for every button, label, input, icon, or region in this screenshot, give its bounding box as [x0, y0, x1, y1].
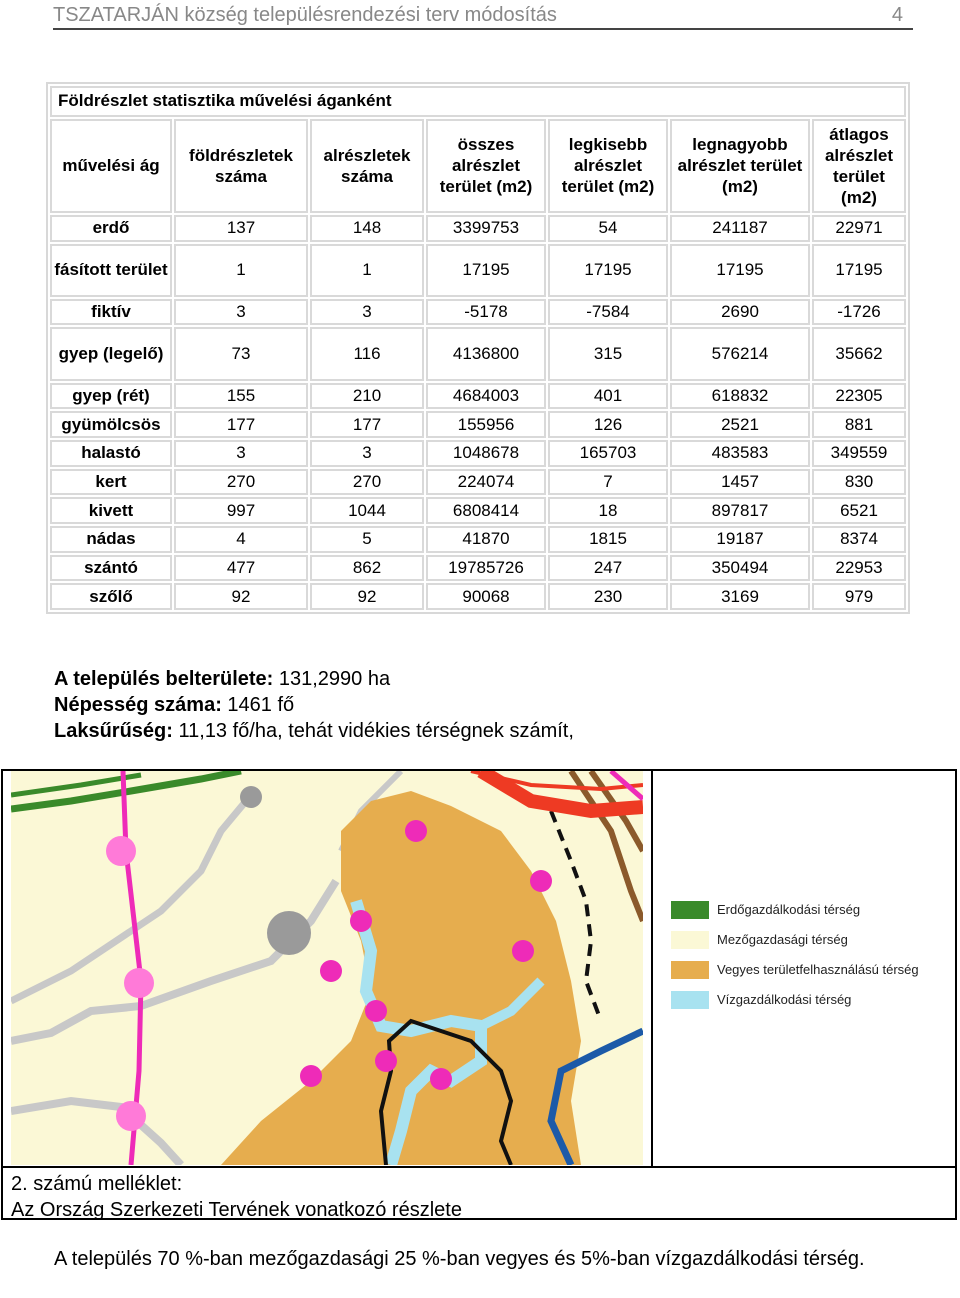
table-cell: 5 — [310, 526, 424, 553]
map-illustration — [11, 771, 643, 1165]
laksuruseg-line — [54, 718, 574, 744]
map-figure — [1, 769, 957, 1220]
table-cell: 1048678 — [426, 440, 546, 467]
table-cell: 41870 — [426, 526, 546, 553]
table-cell: 3 — [174, 299, 308, 326]
table-cell: 979 — [812, 583, 906, 610]
table-cell: 17195 — [812, 244, 906, 297]
table-row — [50, 244, 906, 297]
column-header: átlagos alrészlet terület (m2) — [812, 119, 906, 213]
table-cell: 830 — [812, 469, 906, 496]
table-cell: 90068 — [426, 583, 546, 610]
legend-label: Mezőgazdasági térség — [717, 932, 848, 947]
row-header-cell: nádas — [50, 526, 172, 553]
table-cell: 350494 — [670, 555, 810, 582]
table-cell: 230 — [548, 583, 668, 610]
table-cell: 1457 — [670, 469, 810, 496]
table-cell: 155956 — [426, 411, 546, 438]
structure-plan-map — [11, 771, 643, 1165]
table-row — [50, 583, 906, 610]
table-cell: 3 — [174, 440, 308, 467]
table-cell: 19187 — [670, 526, 810, 553]
table-cell: 17195 — [426, 244, 546, 297]
table-cell: 22971 — [812, 215, 906, 242]
table-cell: 270 — [174, 469, 308, 496]
legend-swatch-agriculture — [671, 931, 709, 949]
table-cell: 4684003 — [426, 383, 546, 410]
table-cell: -5178 — [426, 299, 546, 326]
table-cell: 349559 — [812, 440, 906, 467]
table-cell: 4 — [174, 526, 308, 553]
statistics-table — [46, 82, 910, 614]
table-cell: 17195 — [670, 244, 810, 297]
legend-swatch-mixed — [671, 961, 709, 979]
map-caption — [11, 1171, 462, 1223]
table-cell: 126 — [548, 411, 668, 438]
table-cell: 155 — [174, 383, 308, 410]
table-cell: 116 — [310, 327, 424, 380]
table-cell: 19785726 — [426, 555, 546, 582]
table-cell: 247 — [548, 555, 668, 582]
table-cell: 1815 — [548, 526, 668, 553]
table-cell: 137 — [174, 215, 308, 242]
table-cell: 3169 — [670, 583, 810, 610]
table-row — [50, 440, 906, 467]
table-cell: 401 — [548, 383, 668, 410]
table-cell: -7584 — [548, 299, 668, 326]
table-cell: 4136800 — [426, 327, 546, 380]
nepesseg-line — [54, 692, 574, 718]
table-cell: 92 — [174, 583, 308, 610]
legend-label: Erdőgazdálkodási térség — [717, 902, 861, 917]
table-cell: 1 — [174, 244, 308, 297]
table-cell: 881 — [812, 411, 906, 438]
legend-item — [671, 929, 941, 959]
legend-item — [671, 899, 941, 929]
table-cell: 997 — [174, 497, 308, 524]
table-cell: 862 — [310, 555, 424, 582]
belterulet-value: 131,2990 ha — [273, 668, 391, 690]
row-header-cell: gyep (legelő) — [50, 327, 172, 380]
table-cell: 897817 — [670, 497, 810, 524]
table-cell: 3 — [310, 440, 424, 467]
legend-swatch-water — [671, 991, 709, 1009]
table-cell: 177 — [174, 411, 308, 438]
row-header-cell: gyümölcsös — [50, 411, 172, 438]
table-cell: 618832 — [670, 383, 810, 410]
table-cell: 6808414 — [426, 497, 546, 524]
table-cell: 165703 — [548, 440, 668, 467]
document-title: TSZATARJÁN község településrendezési terv módosítás — [53, 4, 557, 26]
column-header: legkisebb alrészlet terület (m2) — [548, 119, 668, 213]
page-number: 4 — [891, 4, 903, 26]
table-cell: 241187 — [670, 215, 810, 242]
table-row — [50, 411, 906, 438]
row-header-cell: szőlő — [50, 583, 172, 610]
table-caption: Földrészlet statisztika művelési áganként — [50, 86, 906, 117]
table-row — [50, 497, 906, 524]
table-cell: 18 — [548, 497, 668, 524]
table-cell: 148 — [310, 215, 424, 242]
row-header-cell: kert — [50, 469, 172, 496]
map-legend — [671, 899, 941, 1019]
column-header: alrészletek száma — [310, 119, 424, 213]
column-header: legnagyobb alrészlet terület (m2) — [670, 119, 810, 213]
table-cell: 7 — [548, 469, 668, 496]
row-header-cell: gyep (rét) — [50, 383, 172, 410]
table-cell: 315 — [548, 327, 668, 380]
table-cell: 73 — [174, 327, 308, 380]
row-header-cell: szántó — [50, 555, 172, 582]
row-header-cell: kivett — [50, 497, 172, 524]
table-row — [50, 327, 906, 380]
legend-item — [671, 959, 941, 989]
land-use-summary: A település 70 %-ban mezőgazdasági 25 %-ban vegyes és 5%-ban vízgazdálkodási térség. — [54, 1248, 865, 1270]
belterulet-line — [54, 666, 574, 692]
table-cell: 22305 — [812, 383, 906, 410]
table-cell: 576214 — [670, 327, 810, 380]
table-cell: 3 — [310, 299, 424, 326]
table-cell: 224074 — [426, 469, 546, 496]
column-header: összes alrészlet terület (m2) — [426, 119, 546, 213]
table-cell: 2521 — [670, 411, 810, 438]
legend-label: Vegyes területfelhasználású térség — [717, 962, 919, 977]
map-divider — [651, 771, 653, 1167]
table-row — [50, 526, 906, 553]
row-header-cell: halastó — [50, 440, 172, 467]
nepesseg-label: Népesség száma: — [54, 694, 222, 716]
table-row — [50, 469, 906, 496]
table-cell: 1 — [310, 244, 424, 297]
table-cell: 17195 — [548, 244, 668, 297]
table-cell: 2690 — [670, 299, 810, 326]
table-cell: 483583 — [670, 440, 810, 467]
table-row — [50, 383, 906, 410]
table-cell: -1726 — [812, 299, 906, 326]
map-caption-line1: 2. számú melléklet: — [11, 1173, 183, 1195]
belterulet-label: A település belterülete: — [54, 668, 274, 690]
laksuruseg-label: Laksűrűség: — [54, 720, 173, 742]
table-cell: 1044 — [310, 497, 424, 524]
settlement-summary — [54, 666, 574, 744]
row-header-cell: fiktív — [50, 299, 172, 326]
map-caption-line2: Az Ország Szerkezeti Tervének vonatkozó részlete — [11, 1199, 462, 1221]
table-cell: 477 — [174, 555, 308, 582]
table-row — [50, 555, 906, 582]
page-header — [53, 0, 913, 30]
legend-item — [671, 989, 941, 1019]
column-header: művelési ág — [50, 119, 172, 213]
row-header-cell: erdő — [50, 215, 172, 242]
table-cell: 92 — [310, 583, 424, 610]
column-header: földrészletek száma — [174, 119, 308, 213]
table-cell: 3399753 — [426, 215, 546, 242]
legend-swatch-forest — [671, 901, 709, 919]
table-cell: 177 — [310, 411, 424, 438]
legend-label: Vízgazdálkodási térség — [717, 992, 852, 1007]
table-cell: 54 — [548, 215, 668, 242]
table-cell: 6521 — [812, 497, 906, 524]
table-row — [50, 299, 906, 326]
row-header-cell: fásított terület — [50, 244, 172, 297]
table-cell: 270 — [310, 469, 424, 496]
table-cell: 210 — [310, 383, 424, 410]
table-cell: 8374 — [812, 526, 906, 553]
laksuruseg-value: 11,13 fő/ha, tehát vidékies térségnek számít, — [172, 720, 574, 742]
table-cell: 35662 — [812, 327, 906, 380]
table-row — [50, 215, 906, 242]
nepesseg-value: 1461 fő — [221, 694, 295, 716]
caption-separator — [3, 1166, 955, 1168]
table-cell: 22953 — [812, 555, 906, 582]
